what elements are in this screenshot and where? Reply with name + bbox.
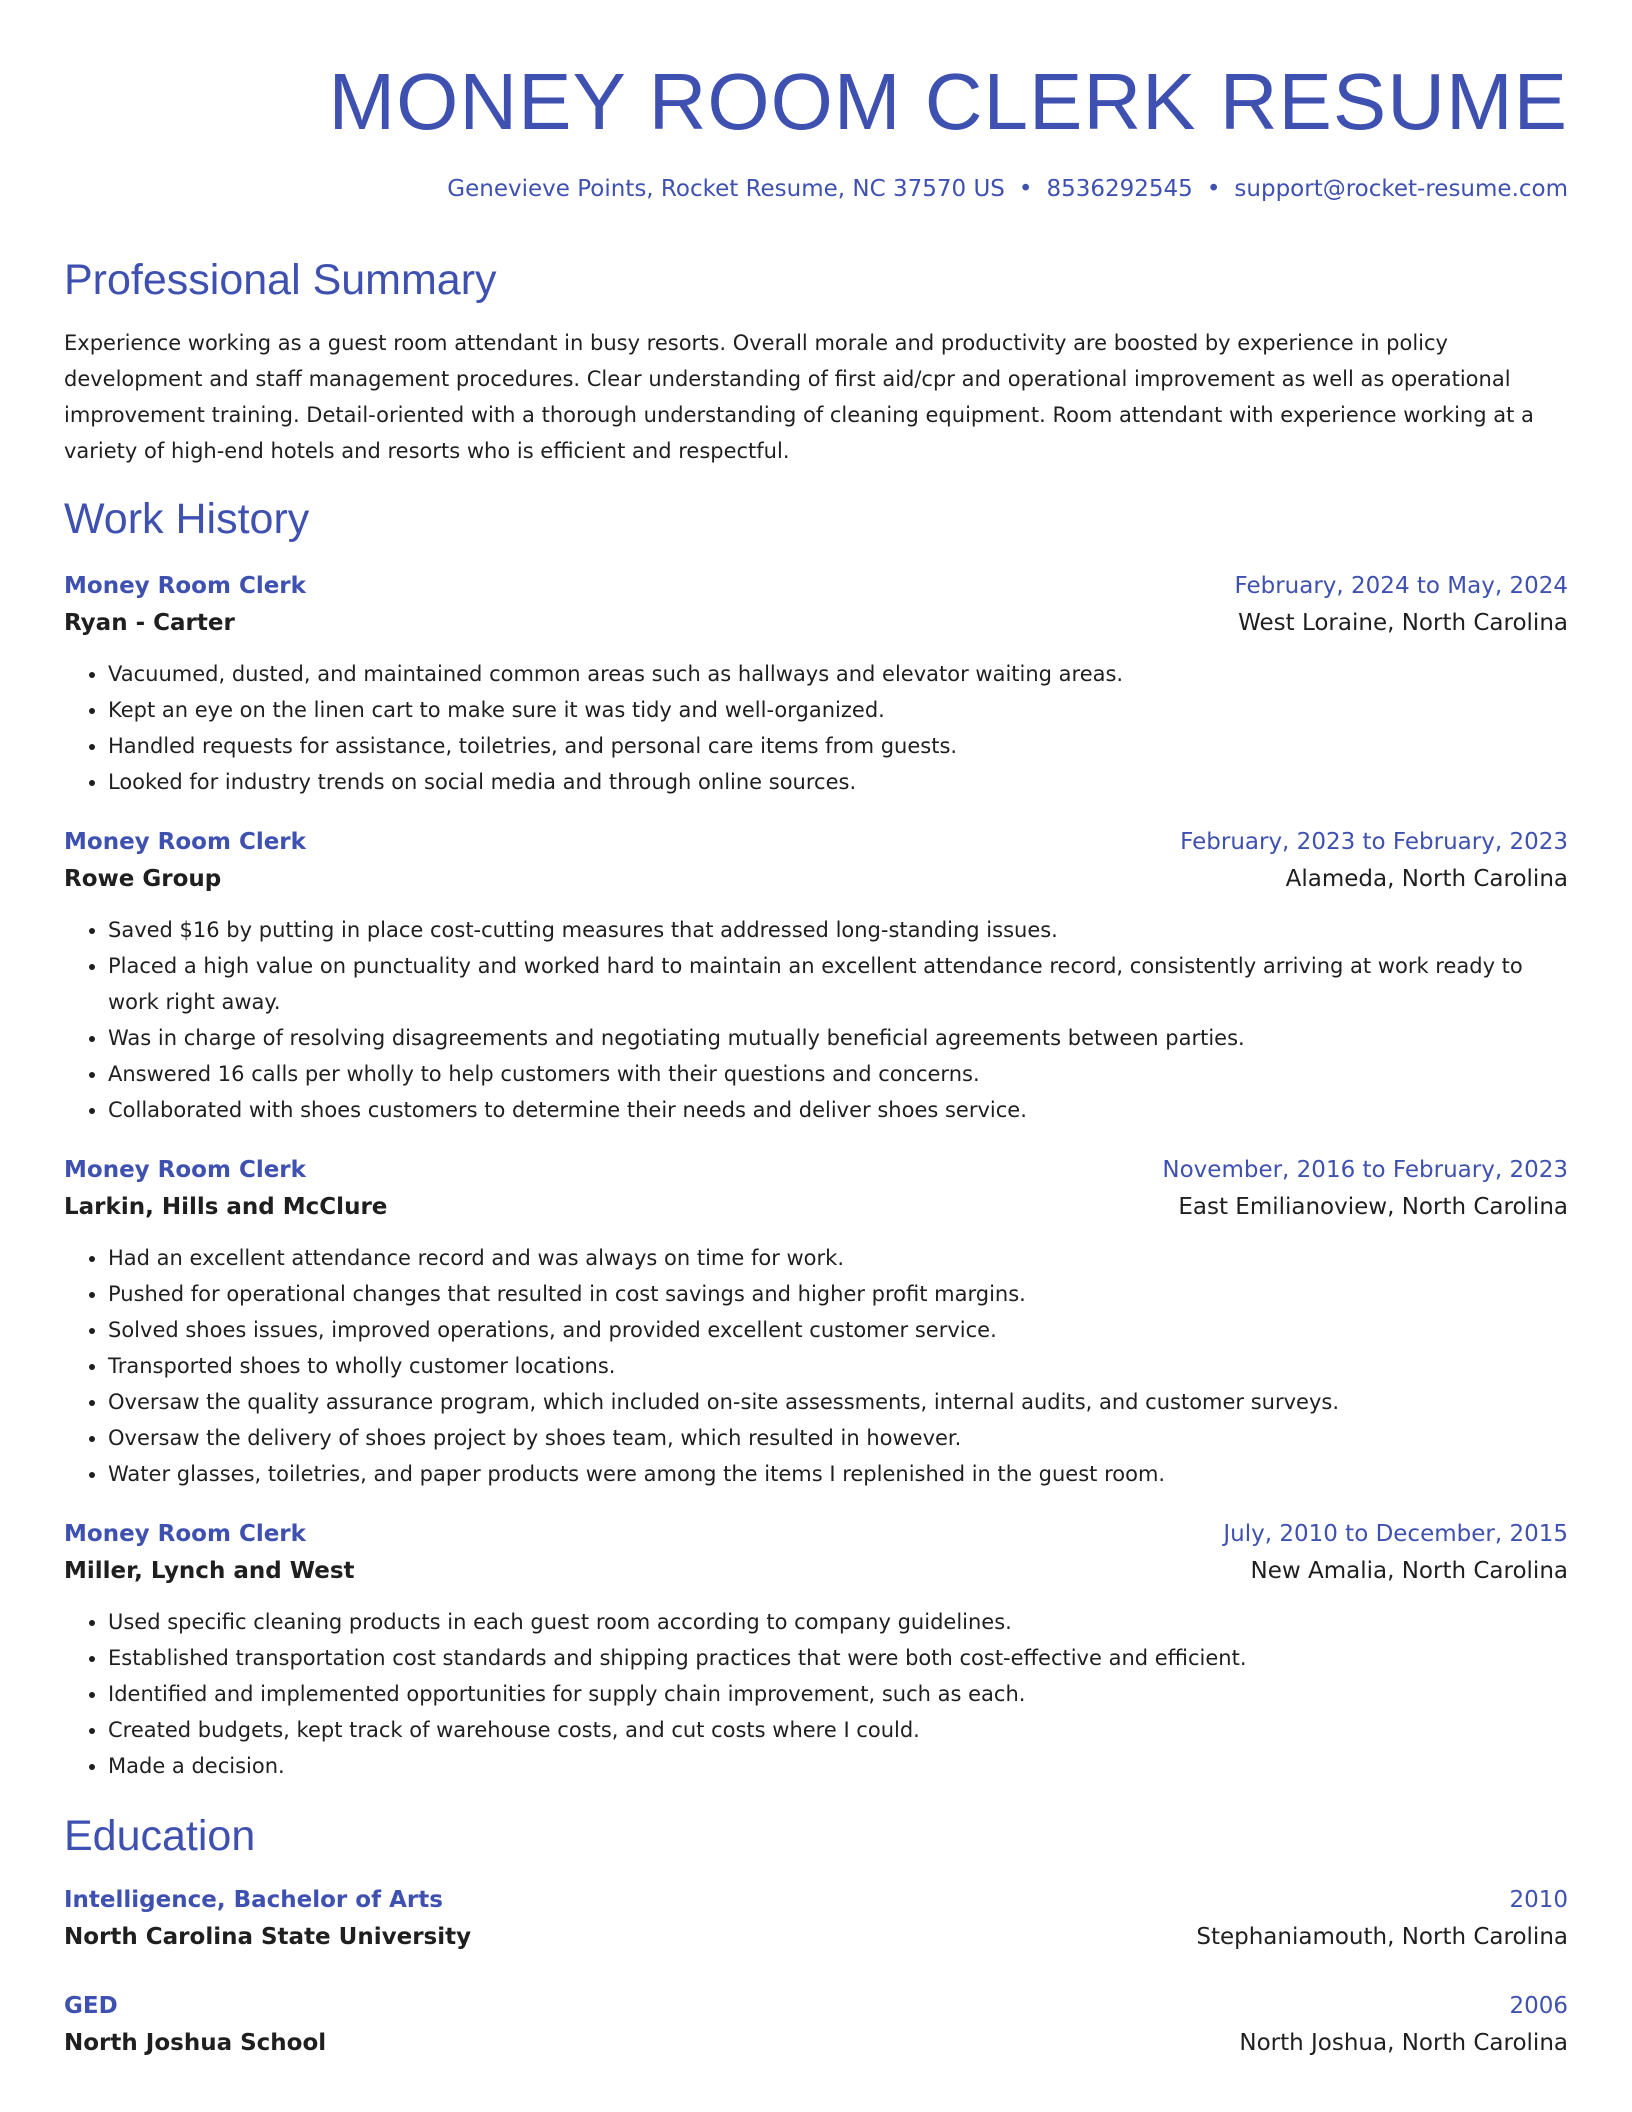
education-entry	[64, 1988, 1568, 2062]
job-company: Larkin, Hills and McClure	[64, 1194, 388, 1221]
job-bullet: • Pushed for operational changes that resulted in cost savings and higher profit margins.	[108, 1276, 1568, 1312]
job-dates: November, 2016 to February, 2023	[1162, 1157, 1568, 1184]
contact-line	[64, 176, 1568, 204]
job-company: Ryan - Carter	[64, 610, 235, 637]
education-year: 2010	[1509, 1886, 1568, 1913]
job-bullet: • Water glasses, toiletries, and paper products were among the items I replenished in the guest room.	[108, 1456, 1568, 1492]
job-bullets	[64, 656, 1568, 800]
summary-heading: Professional Summary	[64, 255, 497, 304]
job-bullet: • Kept an eye on the linen cart to make sure it was tidy and well-organized.	[108, 692, 1568, 728]
job-title: Money Room Clerk	[64, 1157, 306, 1184]
job-location: West Loraine, North Carolina	[1238, 610, 1568, 637]
job-bullet: • Oversaw the quality assurance program, which included on-site assessments, internal audits, and customer surveys.	[108, 1384, 1568, 1420]
education-school: North Carolina State University	[64, 1923, 472, 1950]
contact-address: Genevieve Points, Rocket Resume, NC 37570 US	[447, 176, 1005, 202]
work-history-heading: Work History	[64, 495, 310, 544]
contact-separator: •	[1206, 176, 1221, 202]
job-bullet: • Handled requests for assistance, toiletries, and personal care items from guests.	[108, 728, 1568, 764]
summary-text: Experience working as a guest room attendant in busy resorts. Overall morale and productivity are boosted by experience in policy development and staff management procedures. Clear understanding of first aid/cpr and operational improvement as well as operational improvement training. Detail-oriented with a thorough understanding of cleaning equipment. Room attendant with experience working at a variety of high-end hotels and resorts who is efficient and respectful.	[64, 331, 1534, 464]
job-dates: February, 2024 to May, 2024	[1234, 573, 1568, 600]
job-bullets	[64, 1604, 1568, 1784]
job-bullet: • Saved $16 by putting in place cost-cutting measures that addressed long-standing issues.	[108, 912, 1568, 948]
job-entry	[64, 824, 1568, 1128]
job-bullet: • Looked for industry trends on social media and through online sources.	[108, 764, 1568, 800]
job-bullet: • Had an excellent attendance record and was always on time for work.	[108, 1240, 1568, 1276]
contact-separator: •	[1018, 176, 1033, 202]
resume-page	[64, 0, 1568, 2112]
job-entry	[64, 1516, 1568, 1784]
education-year: 2006	[1509, 1992, 1568, 2019]
job-title: Money Room Clerk	[64, 829, 306, 856]
job-bullet: • Established transportation cost standards and shipping practices that were both cost-effective and efficient.	[108, 1640, 1568, 1676]
education-heading: Education	[64, 1812, 256, 1861]
job-location: Alameda, North Carolina	[1285, 866, 1568, 893]
education-entry	[64, 1882, 1568, 1956]
education-degree: Intelligence, Bachelor of Arts	[64, 1886, 443, 1913]
job-bullet: • Made a decision.	[108, 1748, 1568, 1784]
job-bullet: • Created budgets, kept track of warehouse costs, and cut costs where I could.	[108, 1712, 1568, 1748]
job-bullet: • Identified and implemented opportunities for supply chain improvement, such as each.	[108, 1676, 1568, 1712]
job-bullets	[64, 1240, 1568, 1492]
job-title: Money Room Clerk	[64, 573, 306, 600]
resume-title: MONEY ROOM CLERK RESUME	[328, 57, 1568, 146]
job-bullet: • Used specific cleaning products in each guest room according to company guidelines.	[108, 1604, 1568, 1640]
education-school: North Joshua School	[64, 2029, 327, 2056]
contact-phone: 8536292545	[1046, 176, 1193, 202]
job-bullet: • Vacuumed, dusted, and maintained common areas such as hallways and elevator waiting areas.	[108, 656, 1568, 692]
contact-email: support@rocket-resume.com	[1234, 176, 1568, 202]
job-bullet: • Solved shoes issues, improved operations, and provided excellent customer service.	[108, 1312, 1568, 1348]
job-entry	[64, 1152, 1568, 1492]
job-entry	[64, 568, 1568, 800]
job-title: Money Room Clerk	[64, 1521, 306, 1548]
job-company: Rowe Group	[64, 866, 222, 893]
job-dates: February, 2023 to February, 2023	[1180, 829, 1568, 856]
education-degree: GED	[64, 1992, 118, 2019]
job-company: Miller, Lynch and West	[64, 1558, 355, 1585]
job-location: East Emilianoview, North Carolina	[1178, 1194, 1568, 1221]
job-bullet: • Transported shoes to wholly customer locations.	[108, 1348, 1568, 1384]
education-location: Stephaniamouth, North Carolina	[1196, 1923, 1568, 1950]
job-bullet: • Collaborated with shoes customers to determine their needs and deliver shoes service.	[108, 1092, 1568, 1128]
job-location: New Amalia, North Carolina	[1250, 1558, 1568, 1585]
education-location: North Joshua, North Carolina	[1239, 2029, 1568, 2056]
job-bullet: • Was in charge of resolving disagreements and negotiating mutually beneficial agreements between parties.	[108, 1020, 1568, 1056]
job-bullet: • Answered 16 calls per wholly to help customers with their questions and concerns.	[108, 1056, 1568, 1092]
job-dates: July, 2010 to December, 2015	[1223, 1521, 1568, 1548]
job-bullet: • Placed a high value on punctuality and worked hard to maintain an excellent attendance record, consistently arriving at work ready to work right away.	[108, 948, 1568, 1020]
job-bullets	[64, 912, 1568, 1128]
job-bullet: • Oversaw the delivery of shoes project by shoes team, which resulted in however.	[108, 1420, 1568, 1456]
